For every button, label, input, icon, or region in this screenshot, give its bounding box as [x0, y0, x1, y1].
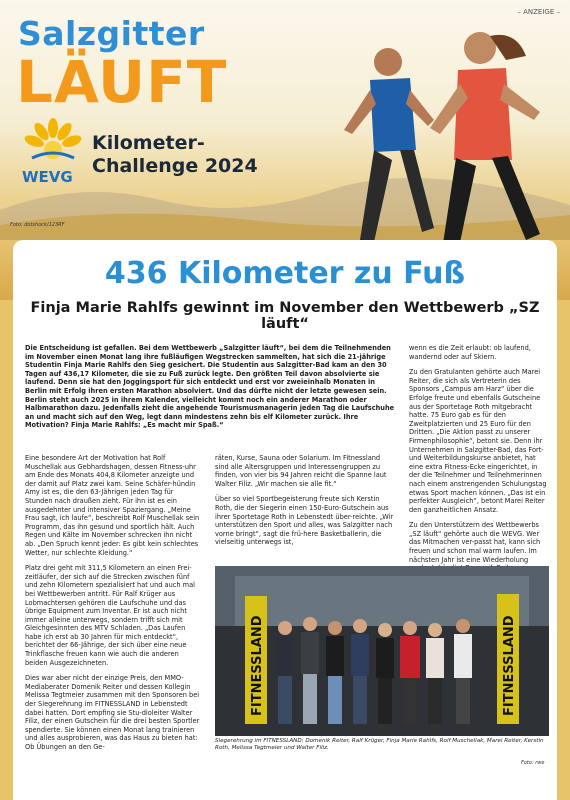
banner-right-text: FITNESSLAND: [502, 615, 517, 716]
paragraph: Zu den Unterstützern des Wettbewerbs „SZ läuft“ gehörte auch die WEVG. Wer das Mitmachen ver-passt hat, kann sich freuen und schon mal warm laufen. Im nächsten Jahr ist eine Wiederholung: [409, 521, 541, 564]
article-column-2: [215, 454, 395, 554]
paragraph: Platz drei geht mit 311,5 Kilometern an einen Frei-zeitläufer, der sich auf die Strecken zwischen fünf und zehn Kilometern spezialisiert hat und auch mal bei Wettbewerben antritt. Für Ralf Krüger aus Lobmachtersen gehören die Laufschuhe und das übrige Equipment zum Inventar. Er ist auch nicht immer alleine unterwegs, sondern trifft sich mit Gleichgesinnten des MTV Schladen. „Das Laufen habe ich erst ab 30 Jahren für mich entdeckt“, berichtet der 66-Jährige, der sich über eine neue Trinkflasche freuen kann wie auch die anderen beiden Ausgezeichneten.: [25, 564, 195, 667]
runners-image: [330, 0, 570, 260]
title-laeuft: LÄUFT: [16, 48, 228, 116]
article-column-3: [409, 344, 549, 580]
article-intro: Die Entscheidung ist gefallen. Bei dem Wettbewerb „Salzgitter läuft“, bei dem die Teilnehmenden im November einen Monat lang ihre fußläufigen Wegstrecken sammelten, hat sich die 21-jährige Studentin Finja Marie Rahlfs den Sieg gesichert. Die Studentin aus Salzgitter-Bad kam an den 30 Tagen auf 436,17 Kilometer, die sie zu Fuß zurück legte. Den größten Teil davon absolvierte sie laufend. Denn sie hat den Joggingsport für sich entdeckt und erst vor zweieinhalb Monaten in Berlin mit Erfolg ihren ersten Marathon absolviert. Und das dürfte nicht der letzte gewesen sein. Berlin steht auch 2025 in ihrem Kalender, vielleicht kommt noch ein anderer Marathon oder Halbmarathon dazu. Jedenfalls zieht die angehende Tourismusmanagerin jeden Tag die Laufschuhe an und macht sich auf den Weg, legt dann mindestens zehn bis elf Kilometer zurück. Ihre Motivation? Finja Marie Rahlfs: „Es macht mir Spaß.“: [25, 344, 395, 430]
hero-photo-credit: Foto: dotshock/123RF: [10, 222, 65, 228]
article-column-1: [25, 454, 203, 759]
title-salzgitter: Salzgitter: [18, 14, 205, 53]
award-ceremony-photo: [215, 566, 549, 736]
paragraph: Dies war aber nicht der einzige Preis, den MMO-Mediaberater Domenik Reiter und dessen Kollegin Melissa Tegtmeier zusammen mit den Sponsoren bei der Siegerehrung im FITNESSLAND in Lebenstedt dabei hatten. Dort empfing sie Stu-dioleiter Walter Filiz, der einen Gutschein für die drei besten Sportler spendierte. Sie können einen Monat lang trainieren und alles ausprobieren, was das Haus zu bieten hat: Ob Übungen an den Ge-: [25, 674, 200, 751]
paragraph: räten, Kurse, Sauna oder Solarium. Im Fitnessland sind alle Altersgruppen und Interessengruppen zu finden, von vier bis 94 Jahren reicht die Spanne laut Walter Filiz. „Wir machen sie alle fit.“: [215, 454, 387, 488]
paragraph: Zu den Gratulanten gehörte auch Marei Reiter, die sich als Vertreterin des Sponsors „Campus am Harz“ über die Erfolge freute und ebenfalls Gutscheine aus der Sportetage Roth mitgebracht hatte. 75 Euro gab es für den Zweitplatzierten und 25 Euro für den Dritten. „Die Aktion passt zu unserer Firmenphilosophie“, betont sie. Denn ihr Unternehmen in Salzgitter-Bad, das Fort-und Weiterbildungskurse anbietet, hat eine extra Fitness-Ecke eingerichtet, in der die Teilnehmer und Teilnehmerinnen nach einem anstrengenden Schulungstag etwas Sport machen können. „Das ist ein perfekter Ausgleich“, betont Marei Reiter den ganzheitlichen Ansatz.: [409, 368, 547, 514]
group-photo-illustration: [215, 566, 549, 736]
article-headline: 436 Kilometer zu Fuß: [104, 256, 466, 291]
article-card: [13, 240, 557, 800]
paragraph: wenn es die Zeit erlaubt: ob laufend, wandernd oder auf Skiern.: [409, 344, 531, 361]
paragraph: Über so viel Sportbegeisterung freute sich Kerstin Roth, die der Siegerin einen 150-Euro-Gutschein aus ihrer Sportetage Roth in Lebenstedt über-reichte. „Wir unterstützen den Sport und alles, was Salzgitter nach vorne bringt“, sagt die frü-here Basketballerin, die vielseitig unterwegs ist,: [215, 495, 394, 547]
ad-label: – ANZEIGE –: [517, 8, 560, 16]
wevg-logo-text: WEVG: [22, 168, 73, 186]
paragraph: Eine besondere Art der Motivation hat Rolf Muschellak aus Gebhardshagen, dessen Fitness-uhr am Ende des Monats 404,8 Kilometer anzeigte und der damit auf Platz zwei kam. Seine Schäfer-hündin Amy ist es, die den 63-Jährigen jeden Tag für Stunden nach draußen zieht. Für ihn ist es ein ausgedehnter und intensiver Spaziergang. „Meine Frau sagt, ich laufe“, beschreibt Rolf Muschellak sein Programm, das ihn gesund und sportlich hält. Auch Regen und Kälte im November schrecken ihn nicht ab. „Den Spruch kennt jeder: Es gibt kein schlechtes Wetter, nur schlechte Kleidung.“: [25, 454, 200, 557]
challenge-title: [92, 132, 258, 178]
article-subheadline: Finja Marie Rahlfs gewinnt im November den Wettbewerb „SZ läuft“: [30, 300, 540, 332]
challenge-line2: Challenge 2024: [92, 155, 258, 177]
challenge-line1: Kilometer-: [92, 132, 205, 154]
banner-left-text: FITNESSLAND: [250, 615, 265, 716]
photo-credit: Foto: rwe: [521, 760, 545, 766]
photo-caption: Siegerehrung im FITNESSLAND: Domenik Reiter, Ralf Krüger, Finja Marie Rahlfs, Rolf Muschellak, Marei Reiter, Kerstin Roth, Melissa Tegtmeier und Walter Filiz.: [215, 738, 544, 752]
